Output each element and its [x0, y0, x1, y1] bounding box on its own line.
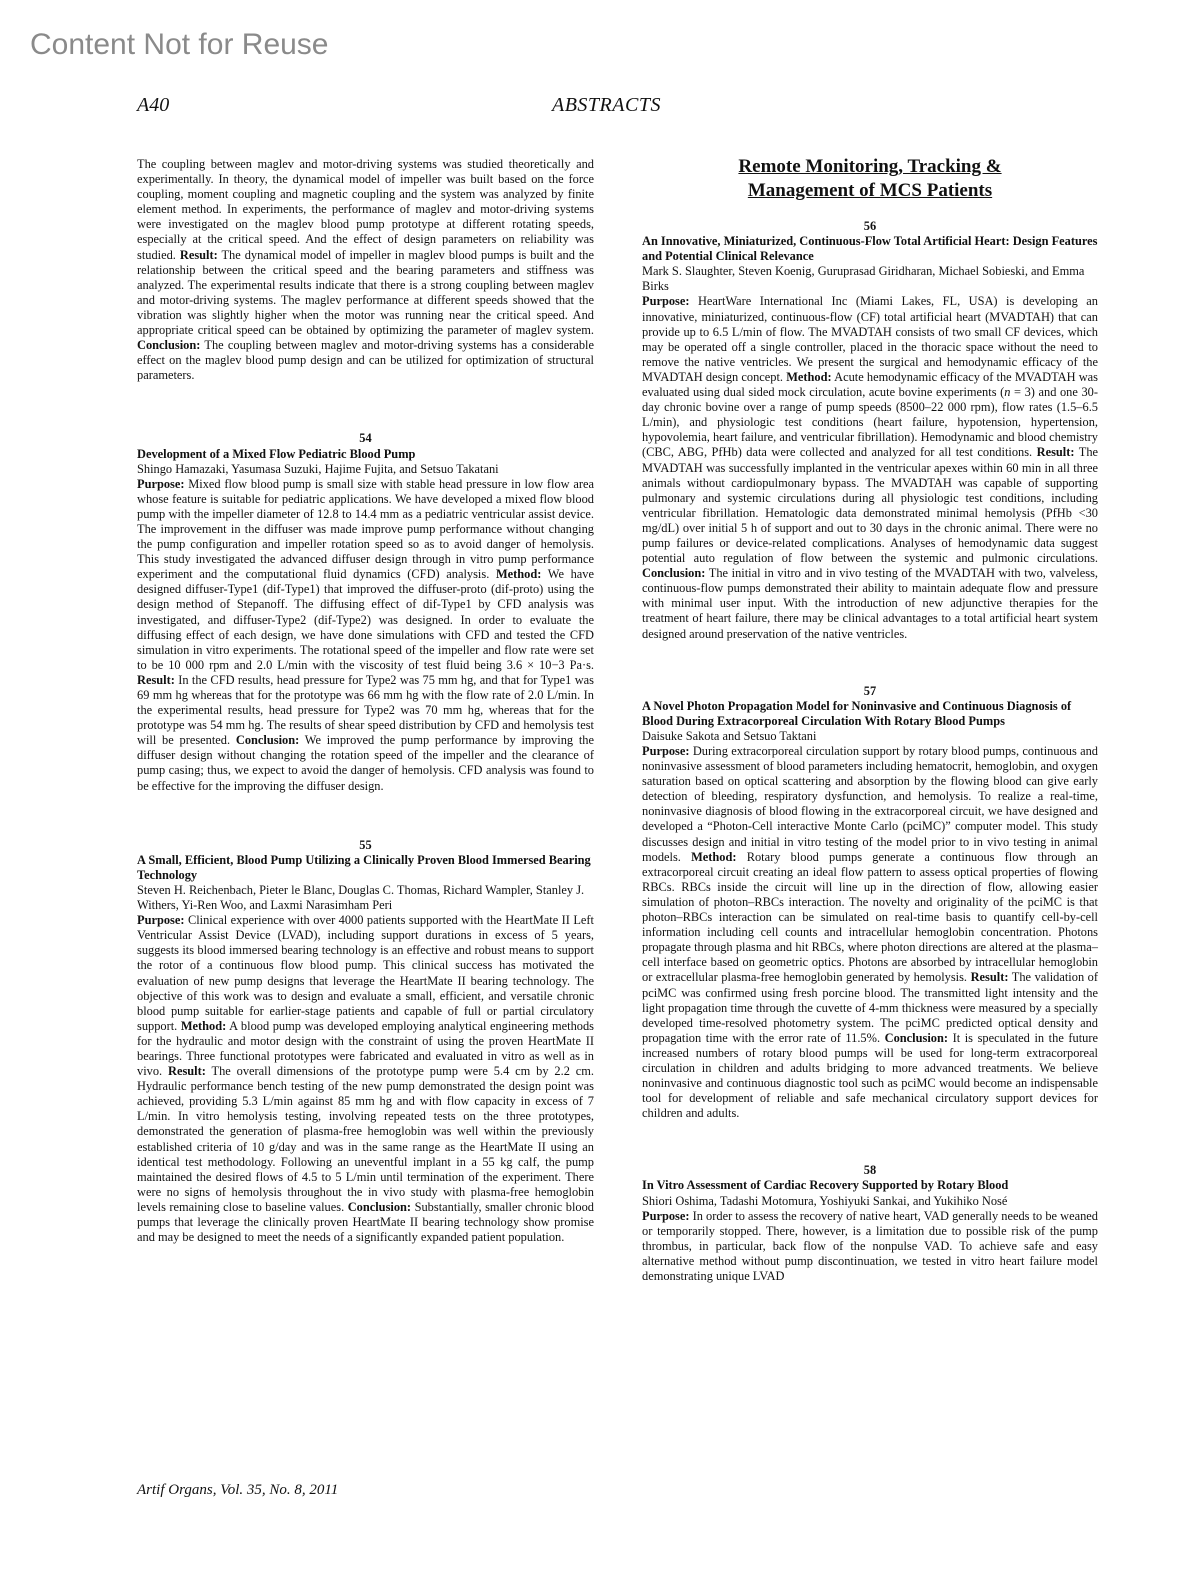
abstract-55: [137, 838, 594, 1246]
section-heading-line: Remote Monitoring, Tracking &: [738, 156, 1002, 177]
abstract-54: [137, 431, 594, 793]
abstract-56: [642, 219, 1098, 642]
abstract-number: 55: [359, 837, 372, 852]
result-text: The overall dimensions of the prototype pump were 5.4 cm by 2.2 cm. Hydraulic performance bench testing of the new pump demonstrated the design point was achieved, providing 5.3 L/min against 85 mm hg and with flow capacity in excess of 7 L/min. In vitro hemolysis testing, involving repeated tests on the three prototypes, demonstrated the generation of plasma-free hemoglobin was well within the previously established criteria of 10 g/day and was in the same range as the HeartMate II using an identical test methodology. Following an uneventful implant in a 55 kg calf, the pump maintained the desired flows of 4.5 to 5 L/min until termination of the experiment. There were no signs of hemolysis throughout the in vivo study with plasma-free hemoglobin levels remaining close to baseline values.: [137, 1064, 594, 1214]
page-number: A40: [137, 94, 170, 116]
method-text: Rotary blood pumps generate a continuous flow through an extracorporeal circuit creating an ideal flow pattern to assess optical properties of flowing RBCs. RBCs inside the circuit will line up in the direction of flow, allowing easier simulation of photon–RBCs interaction. The novelty and originality of the pciMC is that photon–RBCs interaction can be simulated on real-time basis to quantify cell-by-cell information including cell counts and intracellular hemoglobin concentration. Photons propagate through plasma and hit RBCs, where photon directions are altered at the plasma–cell interface based on geometric optics. Photons are absorbed by intracellular hemoglobin or extracellular plasma-free hemoglobin generated by hemolysis.: [642, 849, 1098, 985]
continued-body: The coupling between maglev and motor-driving systems was studied theoretically and experimentally. In theory, the dynamical model of impeller was built based on the force coupling, moment coupling and magnetic coupling and the system was analyzed by finite element method. In experiments, the performance of maglev and motor-driving systems were investigated on the maglev blood pump prototype at different rotating speeds, especially at the critical speed. And the effect of design parameters on reliability was studied.: [137, 157, 594, 262]
result-text: The validation of pciMC was confirmed using fresh porcine blood. The transmitted light intensity and the light propagation time through the cuvette of 4-mm thickness were measured by a specially developed time-resolved photometry system. The pciMC predicted optical density and propagation time with the error rate of 11.5%.: [642, 970, 1098, 1045]
method-text: A blood pump was developed employing analytical engineering methods for the hydraulic and motor design with the constraint of using the proven HeartMate II bearings. Three functional prototypes were fabricated and evaluated in vitro as well as in vivo.: [137, 1018, 594, 1079]
result-text: In the CFD results, head pressure for Type2 was 75 mm hg, and that for Type1 was 69 mm hg whereas that for the prototype was 66 mm hg with the flow rate of 2.0 L/min. In the experimental results, head pressure for Type2 was 70 mm hg, whereas that for the prototype was 54 mm hg. The results of shear speed distribution by CFD and hemolysis test will be presented.: [137, 672, 594, 748]
purpose-label: Purpose:: [137, 913, 185, 928]
conclusion-label: Conclusion:: [347, 1199, 412, 1214]
abstract-authors: Steven H. Reichenbach, Pieter le Blanc, Douglas C. Thomas, Richard Wampler, Stanley J. Withers, Yi-Ren Woo, and Laxmi Narasimham Peri: [137, 882, 585, 913]
abstract-body: [642, 294, 1098, 641]
conclusion-text: Substantially, smaller chronic blood pumps that leverage the clinically proven HeartMate II bearing technology show promise and may be designed to meet the needs of a significantly expanded patient population.: [137, 1199, 594, 1245]
abstract-body: [137, 477, 594, 794]
journal-footer: Artif Organs, Vol. 35, No. 8, 2011: [137, 1482, 339, 1498]
method-text: = 3) and one 30-day chronic bovine over a range of pump speeds (8500–22 000 rpm), flow rates (1.5–6.5 L/min), and physiologic test conditions (heart failure, hypotension, hypertension, hypovolemia, heart failure, and ventricular fibrillation). Hemodynamic and blood chemistry (CBC, ABG, PfHb) data were collected and analyzed for all test conditions.: [642, 385, 1098, 460]
abstract-body: [137, 913, 594, 1245]
result-text: The dynamical model of impeller in maglev blood pumps is built and the relationship between the critical speed and the bearing parameters and stiffness was analyzed. The experimental results indicate that there is a strong coupling between maglev and motor-driving systems. The maglev performance at different speeds showed that the vibration was slightly higher when the motor was running near the critical speed. And appropriate critical speed can be obtained by optimizing the parameter of maglev system.: [137, 247, 594, 338]
section-heading-line: Management of MCS Patients: [747, 180, 993, 201]
abstract-title: In Vitro Assessment of Cardiac Recovery Supported by Rotary Blood: [642, 1178, 1009, 1193]
result-label: Result:: [1036, 445, 1075, 460]
method-n: n: [1004, 385, 1011, 400]
abstract-authors: Shingo Hamazaki, Yasumasa Suzuki, Hajime Fujita, and Setsuo Takatani: [137, 461, 499, 476]
abstract-authors: Shiori Oshima, Tadashi Motomura, Yoshiyuki Sankai, and Yukihiko Nosé: [642, 1193, 1008, 1208]
method-label: Method:: [180, 1018, 227, 1033]
abstract-authors: Daisuke Sakota and Setsuo Taktani: [642, 728, 817, 743]
result-label: Result:: [137, 672, 175, 687]
abstract-body: [642, 744, 1098, 1121]
purpose-label: Purpose:: [642, 294, 690, 309]
continued-abstract: [137, 157, 594, 383]
abstract-58: [642, 1163, 1098, 1284]
method-label: Method:: [495, 567, 542, 582]
abstract-title: Development of a Mixed Flow Pediatric Blood Pump: [137, 446, 416, 461]
abstract-body: [642, 1209, 1098, 1284]
result-label: Result:: [168, 1064, 206, 1079]
abstract-number: 57: [863, 683, 877, 698]
section-heading: [642, 155, 1098, 203]
method-text: We have designed diffuser-Type1 (dif-Type1) that improved the diffuser-proto (dif-proto) using the design method of Stepanoff. The diffusing effect of dif-Type1 by CFD analysis was investigated, and diffuser-Type2 (dif-Type2) was designed. In order to evaluate the diffusing effect of each design, we have done simulations with CFD and tested the CFD simulation in vitro experiments. The rotational speed of the impeller and flow rate were set to be 10 000 rpm and 2.0 L/min with the viscosity of test fluid being 3.6 × 10−3 Pa·s.: [137, 567, 594, 672]
purpose-text: Clinical experience with over 4000 patients supported with the HeartMate II Left Ventricular Assist Device (LVAD), including support durations in excess of 5 years, suggests its blood immersed bearing technology is an effective and robust means to support the rotor of a continuous flow blood pump. This clinical success has motivated the evaluation of new pump designs that leverage the HeartMate II bearing technology. The objective of this work was to design and evaluate a small, efficient, and versatile chronic blood pump suitable for earlier-stage patients and capable of full or partial circulatory support.: [137, 913, 594, 1033]
watermark: Content Not for Reuse: [30, 28, 329, 61]
abstract-number: 58: [863, 1163, 877, 1178]
abstract-title: A Novel Photon Propagation Model for Noninvasive and Continuous Diagnosis of Blood During Extracorporeal Circulation With Rotary Blood Pumps: [642, 698, 1072, 728]
result-text: The MVADTAH was successfully implanted in the ventricular apexes within 60 min in all three animals without cardiopulmonary bypass. The MVADTAH was capable of supporting pulmonary and systemic circulations during all physiologic test conditions, including ventricular fibrillation. Hematologic data demonstrated minimal hemolysis (PfHb <30 mg/dL) over initial 5 h of support and out to 30 days in the chronic animal. There were no pump failures or device-related complications. Analyses of hemodynamic data suggest potential auto regulation of flow between the systemic and pulmonic circulations.: [642, 445, 1099, 566]
abstract-number: 56: [863, 219, 877, 233]
abstract-title: An Innovative, Miniaturized, Continuous-Flow Total Artificial Heart: Design Features and Potential Clinical Relevance: [642, 234, 1098, 264]
purpose-text: During extracorporeal circulation support by rotary blood pumps, continuous and noninvasive assessment of blood parameters including hematocrit, hemoglobin, and oxygen saturation based on optical scattering and absorption by the flowing blood can give early detection of bleeding, respiratory dysfunction, and hemolysis. To realize a real-time, noninvasive diagnosis of blood flowing in the extracorporeal circuit, we have designed and developed a “Photon-Cell interactive Monte Carlo (pciMC)” computer model. This study discusses design and initial in vitro testing of the model prior to in vivo testing in animal models.: [642, 744, 1098, 864]
conclusion-text: The initial in vitro and in vivo testing of the MVADTAH with two, valveless, continuous-flow pumps demonstrated their ability to maintain adequate flow and pressure with minimal user input. With the introduction of new adjunctive therapies for the treatment of heart failure, there may be clinical advantages to a total artificial heart system designed around preservation of the native ventricles.: [642, 566, 1099, 641]
purpose-label: Purpose:: [642, 744, 690, 758]
left-column: [137, 157, 594, 1245]
abstract-57: [642, 684, 1098, 1122]
abstract-number: 54: [359, 431, 372, 446]
right-column: [642, 155, 1098, 1284]
conclusion-label: Conclusion:: [884, 1030, 948, 1045]
abstract-authors: Mark S. Slaughter, Steven Koenig, Guruprasad Giridharan, Michael Sobieski, and Emma Birks: [642, 264, 1085, 294]
method-label: Method:: [691, 849, 737, 864]
conclusion-label: Conclusion:: [235, 733, 300, 748]
method-label: Method:: [786, 369, 832, 384]
purpose-label: Purpose:: [642, 1208, 690, 1223]
abstract-title: A Small, Efficient, Blood Pump Utilizing a Clinically Proven Blood Immersed Bearing Technology: [137, 852, 591, 882]
purpose-text: HeartWare International Inc (Miami Lakes, FL, USA) is developing an innovative, miniaturized, continuous-flow (CF) total artificial heart (MVADTAH) that can provide up to 6.5 L/min of flow. The MVADTAH consists of two small CF devices, which may be operated off a single controller, placed in the thoracic space without the need to remove the native ventricles. We present the surgical and hemodynamic efficacy of the MVADTAH design concept.: [642, 294, 1098, 384]
conclusion-label: Conclusion:: [137, 338, 201, 353]
purpose-text: Mixed flow blood pump is small size with stable head pressure in low flow area whose feature is suitable for pediatric applications. We have developed a mixed flow blood pump with the impeller diameter of 12.8 to 14.4 mm as a pediatric ventricular assist device. The improvement in the diffuser was made improve pump performance without changing the pump configuration and impeller rotation speed so as to avoid danger of hemolysis. This study investigated the advanced diffuser design through in vitro pump performance experiment and the computational fluid dynamics (CFD) analysis.: [137, 476, 594, 582]
conclusion-text: We improved the pump performance by improving the diffuser design without changing the rotation speed of the impeller and the clearance of pump casing; thus, we expect to avoid the danger of hemolysis. CFD analysis was found to be effective for the improving the diffuser design.: [137, 733, 594, 793]
method-text: Acute hemodynamic efficacy of the MVADTAH was evaluated using dual sided mock circulation, acute bovine experiments (: [642, 369, 1098, 400]
conclusion-label: Conclusion:: [642, 566, 706, 581]
purpose-label: Purpose:: [137, 476, 185, 491]
conclusion-text: It is speculated in the future increased numbers of rotary blood pumps will be used for long-term extracorporeal circulation in children and adults bridging to more advanced treatments. We believe noninvasive and continuous diagnostic tool such as pciMC would become an indispensable tool for development of reliable and safe mechanical circulatory support devices for children and adults.: [642, 1030, 1098, 1121]
conclusion-text: The coupling between maglev and motor-driving systems has a considerable effect on the maglev blood pump design and can be utilized for optimization of structural parameters.: [137, 338, 594, 383]
running-head: ABSTRACTS: [552, 94, 661, 116]
result-label: Result:: [179, 247, 218, 262]
purpose-text: In order to assess the recovery of native heart, VAD generally needs to be weaned or temporarily stopped. There, however, is a limitation due to possible risk of the pump thrombus, in particular, back flow of the nonpulse VAD. To achieve safe and easy alternative method without pump discontinuation, we tested in vitro heart failure model demonstrating unique LVAD: [642, 1208, 1099, 1283]
result-label: Result:: [970, 970, 1009, 985]
